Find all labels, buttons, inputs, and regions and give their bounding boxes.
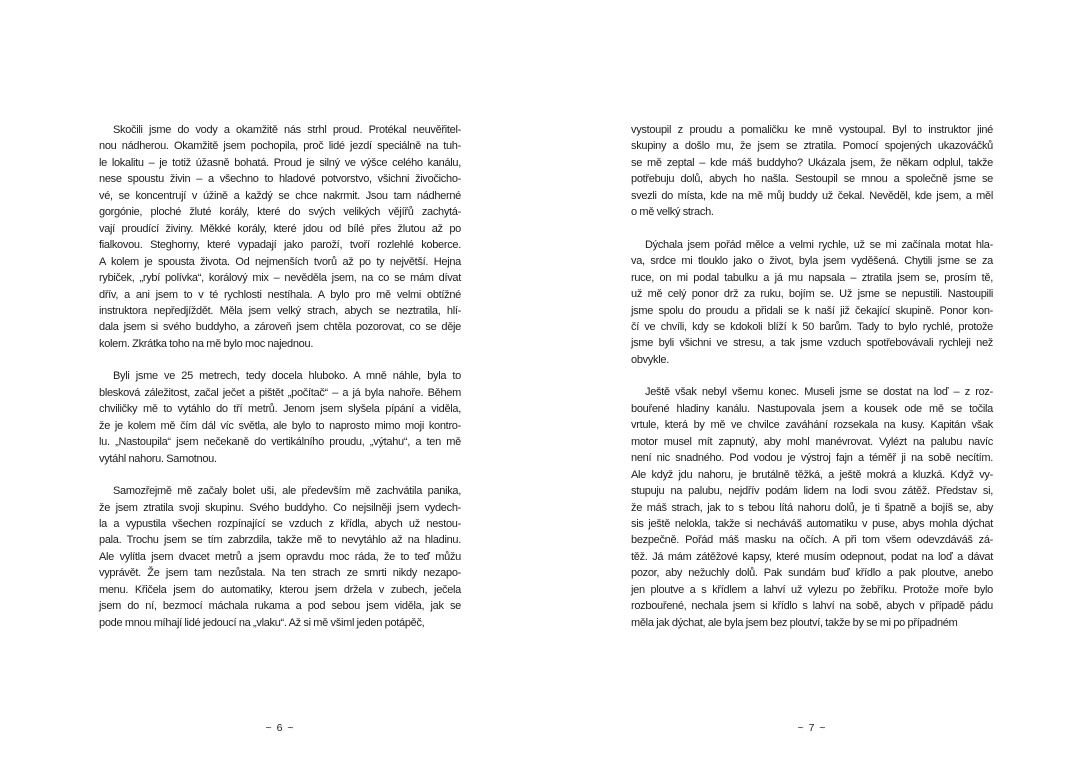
text-line: chviličky mě to vytáhlo do tří metrů. Jenom jsem slyšela pípání a viděla, [99,403,461,416]
text-line: ruce, on mi podal tabulku a já mu napsala – ztratila jsem se, prosím tě, [631,271,993,284]
text-line: Skočili jsme do vody a okamžitě nás strhl proud. Protékal neuvěřitel- [113,124,461,136]
page-number-right: ~ 7 ~ [797,722,827,734]
text-line: instruktora nepředjíždět. Měla jsem velký strach, abych se neztratila, hlí- [99,304,461,317]
text-line: menu. Křičela jsem do automatiky, kterou jsem držela v zubech, ječela [99,583,461,596]
text-line: čí ve chvíli, kdy se kdokoli blíží k 50 barům. Tady to bylo rychlé, protože [631,320,993,333]
text-line: vytáhl nahoru. Samotnou. [99,452,217,465]
text-line: skupiny a došlo mu, že jsem se ztratila. Pomocí spojených ukazováčků [631,140,993,153]
text-line: la a vypustila všechen rozpínající se vzduch z křídla, abych už nestou- [99,517,461,530]
text-line: bouřené hladiny kanálu. Nastupovala jsem a kousek ode mě se točila [631,402,993,415]
text-line: lu. „Nastoupila“ jsem nečekaně do vertikálního proudu, „výtahu“, a ten mě [99,436,461,449]
text-line: svezli do místa, kde na mě můj buddy už čekal. Nevěděl, kde jsem, a měl [631,189,993,202]
text-line: pala. Trochu jsem se tím zabrzdila, takže mě to nevytáhlo až na hladinu. [99,534,461,547]
page-left [99,122,461,631]
text-line: gorgónie, ploché žluté korály, které do svých velikých vějířů zachytá- [99,206,461,219]
paragraph [99,483,461,631]
text-line: motor musel mít zapnutý, aby mohl manévrovat. Vylézt na palubu navíc [631,435,993,448]
text-line: bezpečně. Pořád máš masku na očích. A při tom všem odevzdáváš zá- [631,534,993,547]
text-line: Ještě však nebyl všemu konec. Museli jsme se dostat na loď – z roz- [645,386,993,399]
text-line: dala jsem si svého buddyho, a zároveň jsem chtěla pozorovat, co se děje [99,321,461,334]
text-line: že máš strach, jak to s tebou lítá nahoru dolů, je ti špatně a bojíš se, aby [631,501,993,514]
text-line: vé, se koncentrují v úžině a každý se chce nakrmit. Jsou tam nádherné [99,189,461,202]
text-line: A kolem je spousta života. Od nejmenších tvorů až po ty největší. Hejna [99,255,461,268]
text-line: jsme byli všichni ve stresu, a tak jsme vzduch spotřebovávali rychleji než [631,337,993,350]
page-number-left: ~ 6 ~ [265,722,295,734]
text-line: vyprávět. Že jsem tam nezůstala. Na ten strach ze smrti nikdy nezapo- [99,567,461,580]
text-line: vají proudící živiny. Měkké korály, které jdou od bílé přes žlutou až po [99,222,461,235]
text-line: le lokalitu – je totiž úžasně bohatá. Proud je silný ve výšce celého kanálu, [99,156,461,169]
text-line: rozbouřené, nechala jsem si křídlo s lahví na sobě, abych v případě pádu [631,600,993,613]
paragraph [631,237,993,369]
text-line: měla jak dýchat, ale byla jsem bez ploutví, takže by se mi po případném [631,616,958,629]
text-line: Ale když jdu nahoru, je brutálně těžká, a ještě mokrá a kluzká. Když vy- [631,468,993,481]
text-line: jsme spolu do proudu a přidali se k naší již čekající skupině. Ponor kon- [631,304,993,317]
text-line: Byli jsme ve 25 metrech, tedy docela hluboko. A mně náhle, byla to [113,370,461,383]
paragraph [631,384,993,631]
text-line: blesková záležitost, začal ječet a pištět „počítač“ – a já byla nahoře. Během [99,386,461,399]
text-line: Dýchala jsem pořád mělce a velmi rychle, už se mi začínala motat hla- [645,238,993,251]
text-line: že je kolem mě čím dál víc světla, ale bylo to naprosto mimo moji kontro- [99,419,461,432]
text-line: stupuju na palubu, nejdřív podám lidem na lodi svou zátěž. Představ si, [631,485,993,498]
text-line: jen ploutve a s křídlem a lahví už vylezu po žebříku. Protože moře bylo [631,583,993,596]
text-line: Ale vylítla jsem dvacet metrů a jsem opravdu moc ráda, že to teď můžu [99,550,461,563]
text-line: potřebuju dolů, abych ho našla. Sestoupil se mnou a společně jsme se [631,173,993,186]
text-line: Samozřejmě mě začaly bolet uši, ale především mě zachvátila panika, [113,485,461,498]
text-line: nese spoustu živin – a všechno to hladové potvorstvo, všichni živočicho- [99,173,461,186]
paragraph [99,368,461,467]
text-line: se mě zeptal – kde máš buddyho? Ukázala jsem, že někam odplul, takže [631,156,993,169]
paragraph [99,122,461,352]
text-line: obvykle. [631,353,669,366]
text-line: vrtule, která by mě ve chvilce zaváhání rozsekala na kusy. Kapitán však [631,419,993,432]
text-line: vystoupil z proudu a pomaličku ke mně vystoupal. Byl to instruktor jiné [631,124,993,136]
page-right [631,122,993,631]
text-line: jsem do ní, bezmocí máchala rukama a pod sebou jsem viděla, jak se [99,600,461,613]
text-line: že jsem ztratila svoji skupinu. Svého buddyho. Co nejsilněji jsem vydech- [99,501,461,514]
text-line: není nic snadného. Pod vodou je výstroj fajn a téměř ji na sobě necítím. [631,452,993,465]
text-line: o mě velký strach. [631,206,714,219]
text-line: va, srdce mi tlouklo jako o život, byla jsem vyděšená. Chytili jsme se za [631,255,993,268]
text-line: fialkovou. Steghorny, které vypadají jako paroží, tvoří rozlehlé koberce. [99,239,461,252]
text-line: těž. Já mám zátěžové kapsy, které musím odepnout, podat na loď a dávat [631,550,993,563]
text-line: pode mnou míhají lidé jedoucí na „vlaku“. Až si mě všiml jeden potápěč, [99,616,425,629]
text-line: nou nádherou. Okamžitě jsem pochopila, proč lidé jezdí speciálně na tuh- [99,140,461,153]
text-line: sis ještě nelokla, takže si necháváš automatiku v puse, abys mohla dýchat [631,517,993,530]
text-line: pozor, aby nežuchly dolů. Pak sundám buď křídlo a pak ploutve, anebo [631,567,993,580]
text-line: rybiček, „rybí polívka“, korálový mix – nevěděla jsem, na co se mám dívat [99,272,461,285]
text-line: dřív, a ani jsem to v té rychlosti nestíhala. A bylo pro mě velmi obtížné [99,288,461,301]
paragraph [631,122,993,221]
text-line: už mě celý ponor drž za ruku, bojím se. Už jsme se nepustili. Nastoupili [631,288,993,301]
text-line: kolem. Zkrátka toho na mě bylo moc najednou. [99,337,314,350]
